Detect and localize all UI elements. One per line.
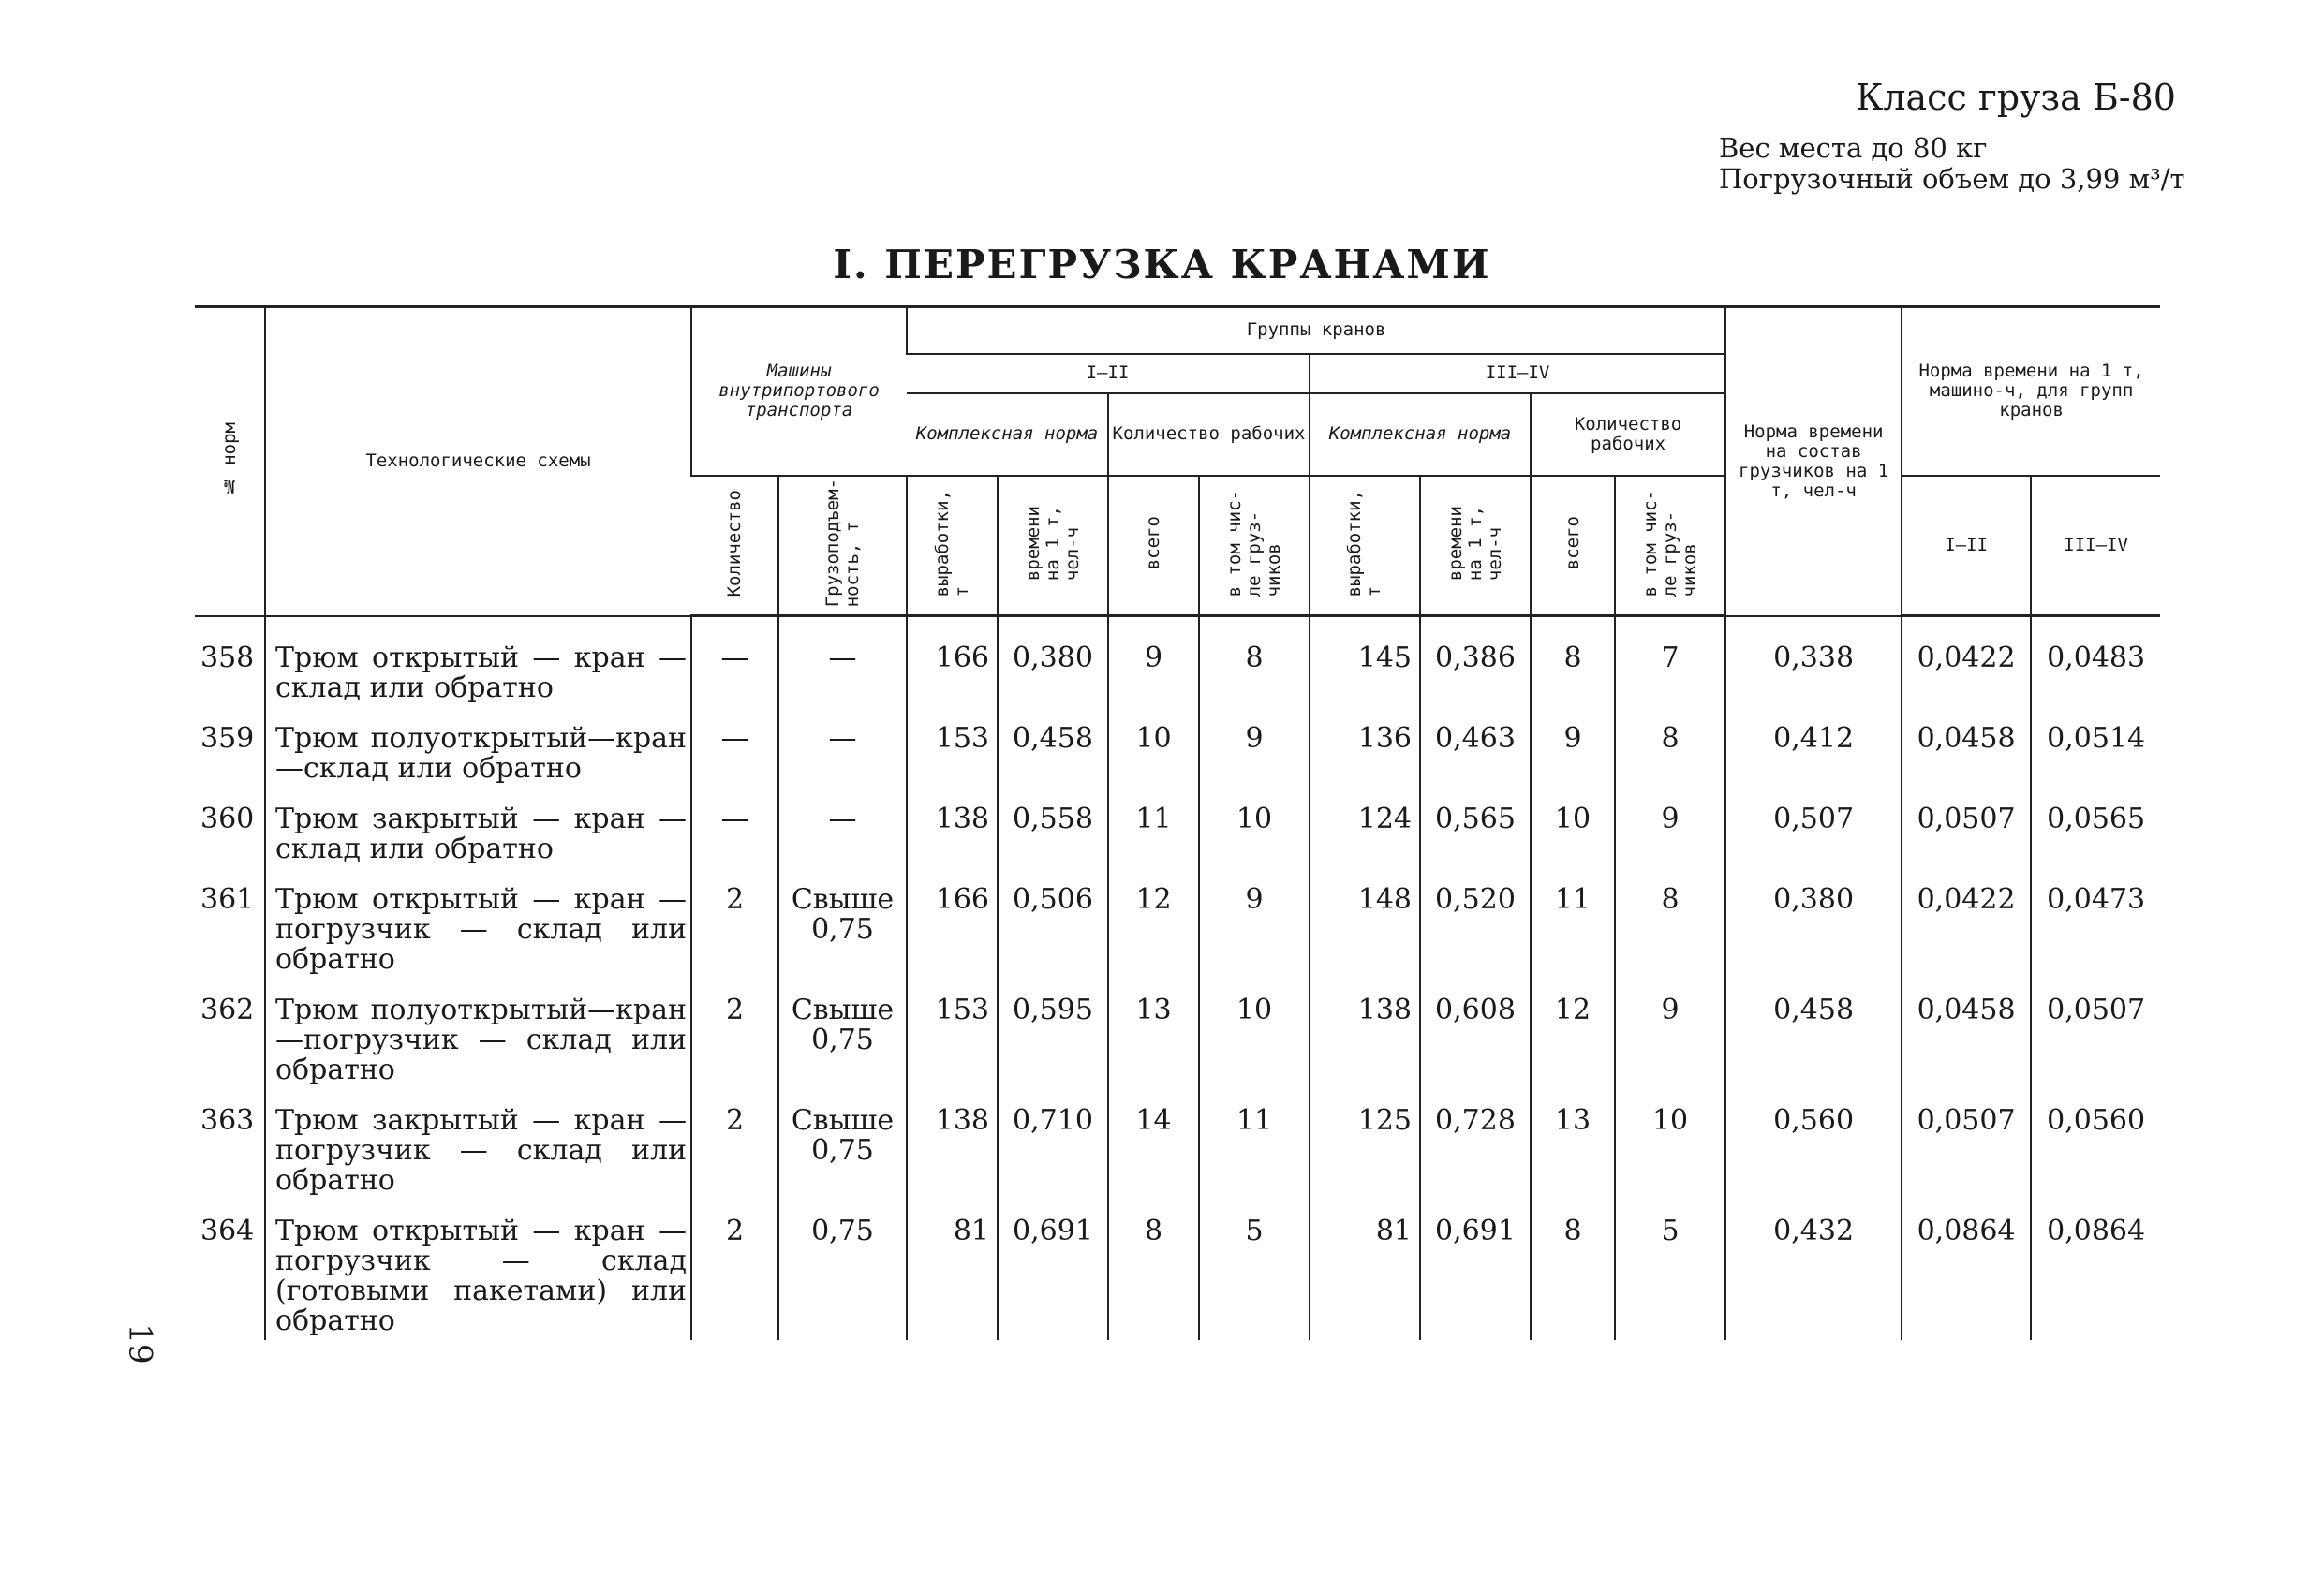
workers-1-2-cell: 14 — [1108, 1089, 1199, 1200]
time-3-4-cell: 0,565 — [1420, 788, 1531, 868]
header-quantity: Количество — [691, 476, 778, 616]
capacity-cell: Свыше 0,75 — [778, 979, 907, 1089]
scheme-cell: Трюм закрытый — кран — склад или обратно — [265, 788, 691, 868]
table-row — [195, 626, 2160, 707]
loaders-3-4-cell: 7 — [1615, 626, 1725, 707]
time-3-4-cell: 0,520 — [1420, 868, 1531, 979]
header-incl-loaders-3-4: в том чис- ле груз- чиков — [1615, 476, 1725, 616]
table-row — [195, 868, 2160, 979]
loaders-1-2-cell: 10 — [1199, 979, 1310, 1089]
header-complex-norm-3-4: Комплексная норма — [1310, 393, 1531, 476]
header-total-1-2: всего — [1108, 476, 1199, 616]
header-output-1-2: выработки, т — [907, 476, 998, 616]
weight-line: Вес места до 80 кг — [1719, 132, 1988, 164]
quantity-cell: 2 — [691, 1200, 778, 1340]
workers-3-4-cell: 12 — [1531, 979, 1615, 1089]
header-time-1-2: времени на 1 т, чел-ч — [998, 476, 1108, 616]
loaders-3-4-cell: 9 — [1615, 788, 1725, 868]
header-scheme: Технологические схемы — [265, 307, 691, 616]
workers-1-2-cell: 12 — [1108, 868, 1199, 979]
workers-3-4-cell: 8 — [1531, 626, 1615, 707]
output-3-4-cell: 81 — [1310, 1200, 1420, 1340]
header-complex-norm-1-2: Комплексная норма — [907, 393, 1108, 476]
machine-time-1-2-cell: 0,0507 — [1902, 788, 2031, 868]
header-mt-1-2: I—II — [1902, 476, 2031, 616]
loaders-time-cell: 0,380 — [1725, 868, 1902, 979]
header-loaders-time: Норма времени на состав грузчиков на 1 т, чел-ч — [1725, 307, 1902, 616]
machine-time-3-4-cell: 0,0864 — [2031, 1200, 2160, 1340]
scheme-cell: Трюм закрытый — кран — погрузчик — склад или обратно — [265, 1089, 691, 1200]
norm-number: 359 — [200, 722, 255, 755]
table-row — [195, 788, 2160, 868]
header-total-3-4: всего — [1531, 476, 1615, 616]
cargo-info — [1719, 133, 2185, 195]
scheme-cell: Трюм полуоткрытый—кран—погрузчик — склад или обратно — [265, 979, 691, 1089]
time-1-2-cell: 0,558 — [998, 788, 1108, 868]
time-1-2-cell: 0,710 — [998, 1089, 1108, 1200]
cargo-class-heading: Класс груза Б-80 — [1855, 77, 2176, 118]
output-1-2-cell: 81 — [907, 1200, 998, 1340]
loaders-time-cell: 0,432 — [1725, 1200, 1902, 1340]
norm-number: 360 — [200, 803, 255, 835]
workers-1-2-cell: 13 — [1108, 979, 1199, 1089]
header-machines: Машины внутрипортового транспорта — [691, 307, 907, 476]
machine-time-3-4-cell: 0,0560 — [2031, 1089, 2160, 1200]
header-workers-1-2: Количество рабочих — [1108, 393, 1310, 476]
header-crane-groups: Группы кранов — [907, 307, 1725, 354]
time-1-2-cell: 0,691 — [998, 1200, 1108, 1340]
machine-time-3-4-cell: 0,0514 — [2031, 707, 2160, 788]
header-norm-no: № норм — [195, 307, 265, 616]
workers-1-2-cell: 9 — [1108, 626, 1199, 707]
table-row — [195, 1200, 2160, 1340]
quantity-cell: 2 — [691, 979, 778, 1089]
output-3-4-cell: 125 — [1310, 1089, 1420, 1200]
page-number: 19 — [121, 1323, 159, 1364]
loaders-time-cell: 0,507 — [1725, 788, 1902, 868]
workers-3-4-cell: 8 — [1531, 1200, 1615, 1340]
loaders-time-cell: 0,412 — [1725, 707, 1902, 788]
loaders-3-4-cell: 8 — [1615, 707, 1725, 788]
time-1-2-cell: 0,506 — [998, 868, 1108, 979]
machine-time-1-2-cell: 0,0864 — [1902, 1200, 2031, 1340]
loaders-time-cell: 0,458 — [1725, 979, 1902, 1089]
workers-1-2-cell: 11 — [1108, 788, 1199, 868]
quantity-cell: 2 — [691, 1089, 778, 1200]
capacity-cell: Свыше 0,75 — [778, 1089, 907, 1200]
quantity-cell: — — [691, 707, 778, 788]
machine-time-1-2-cell: 0,0422 — [1902, 626, 2031, 707]
loaders-3-4-cell: 9 — [1615, 979, 1725, 1089]
quantity-cell: 2 — [691, 868, 778, 979]
workers-3-4-cell: 9 — [1531, 707, 1615, 788]
output-1-2-cell: 166 — [907, 868, 998, 979]
header-group-1-2: I—II — [907, 354, 1310, 393]
norm-number: 363 — [200, 1104, 255, 1137]
loaders-3-4-cell: 10 — [1615, 1089, 1725, 1200]
machine-time-3-4-cell: 0,0483 — [2031, 626, 2160, 707]
volume-line: Погрузочный объем до 3,99 м³/т — [1719, 163, 2185, 195]
scheme-cell: Трюм открытый — кран — склад или обратно — [265, 626, 691, 707]
table-row — [195, 707, 2160, 788]
header-output-3-4: выработки, т — [1310, 476, 1420, 616]
header-time-3-4: времени на 1 т, чел-ч — [1420, 476, 1531, 616]
output-1-2-cell: 166 — [907, 626, 998, 707]
capacity-cell: — — [778, 626, 907, 707]
output-3-4-cell: 138 — [1310, 979, 1420, 1089]
workers-3-4-cell: 13 — [1531, 1089, 1615, 1200]
time-3-4-cell: 0,691 — [1420, 1200, 1531, 1340]
header-mt-3-4: III—IV — [2031, 476, 2160, 616]
time-3-4-cell: 0,386 — [1420, 626, 1531, 707]
output-1-2-cell: 153 — [907, 979, 998, 1089]
machine-time-1-2-cell: 0,0507 — [1902, 1089, 2031, 1200]
scheme-cell: Трюм открытый — кран — погрузчик — склад или обратно — [265, 868, 691, 979]
workers-3-4-cell: 11 — [1531, 868, 1615, 979]
capacity-cell: — — [778, 788, 907, 868]
workers-1-2-cell: 8 — [1108, 1200, 1199, 1340]
output-3-4-cell: 124 — [1310, 788, 1420, 868]
norm-number: 364 — [200, 1215, 255, 1247]
machine-time-1-2-cell: 0,0458 — [1902, 979, 2031, 1089]
time-3-4-cell: 0,463 — [1420, 707, 1531, 788]
output-1-2-cell: 138 — [907, 1089, 998, 1200]
machine-time-3-4-cell: 0,0507 — [2031, 979, 2160, 1089]
loaders-1-2-cell: 8 — [1199, 626, 1310, 707]
loaders-1-2-cell: 9 — [1199, 868, 1310, 979]
time-3-4-cell: 0,608 — [1420, 979, 1531, 1089]
output-3-4-cell: 145 — [1310, 626, 1420, 707]
output-3-4-cell: 148 — [1310, 868, 1420, 979]
capacity-cell: — — [778, 707, 907, 788]
loaders-3-4-cell: 8 — [1615, 868, 1725, 979]
quantity-cell: — — [691, 788, 778, 868]
header-group-3-4: III—IV — [1310, 354, 1725, 393]
output-3-4-cell: 136 — [1310, 707, 1420, 788]
loaders-time-cell: 0,560 — [1725, 1089, 1902, 1200]
table-row — [195, 979, 2160, 1089]
loaders-3-4-cell: 5 — [1615, 1200, 1725, 1340]
loaders-1-2-cell: 5 — [1199, 1200, 1310, 1340]
header-capacity: Грузоподъем- ность, т — [778, 476, 907, 616]
header-machine-time: Норма времени на 1 т, машино-ч, для групп кранов — [1902, 307, 2160, 476]
norm-number: 358 — [200, 641, 255, 674]
scheme-cell: Трюм полуоткрытый—кран—склад или обратно — [265, 707, 691, 788]
time-1-2-cell: 0,458 — [998, 707, 1108, 788]
time-1-2-cell: 0,595 — [998, 979, 1108, 1089]
output-1-2-cell: 153 — [907, 707, 998, 788]
loaders-time-cell: 0,338 — [1725, 626, 1902, 707]
header-workers-3-4: Количество рабочих — [1531, 393, 1725, 476]
capacity-cell: 0,75 — [778, 1200, 907, 1340]
loaders-1-2-cell: 10 — [1199, 788, 1310, 868]
workers-1-2-cell: 10 — [1108, 707, 1199, 788]
norm-number: 361 — [200, 883, 255, 916]
norms-table — [195, 305, 2160, 1340]
workers-3-4-cell: 10 — [1531, 788, 1615, 868]
scheme-cell: Трюм открытый — кран — погрузчик — склад (готовыми пакетами) или обратно — [265, 1200, 691, 1340]
time-1-2-cell: 0,380 — [998, 626, 1108, 707]
time-3-4-cell: 0,728 — [1420, 1089, 1531, 1200]
capacity-cell: Свыше 0,75 — [778, 868, 907, 979]
norm-number: 362 — [200, 994, 255, 1026]
loaders-1-2-cell: 9 — [1199, 707, 1310, 788]
quantity-cell: — — [691, 626, 778, 707]
header-incl-loaders-1-2: в том чис- ле груз- чиков — [1199, 476, 1310, 616]
machine-time-3-4-cell: 0,0473 — [2031, 868, 2160, 979]
machine-time-1-2-cell: 0,0422 — [1902, 868, 2031, 979]
loaders-1-2-cell: 11 — [1199, 1089, 1310, 1200]
section-title: I. ПЕРЕГРУЗКА КРАНАМИ — [833, 242, 1491, 287]
output-1-2-cell: 138 — [907, 788, 998, 868]
machine-time-1-2-cell: 0,0458 — [1902, 707, 2031, 788]
machine-time-3-4-cell: 0,0565 — [2031, 788, 2160, 868]
table-row — [195, 1089, 2160, 1200]
